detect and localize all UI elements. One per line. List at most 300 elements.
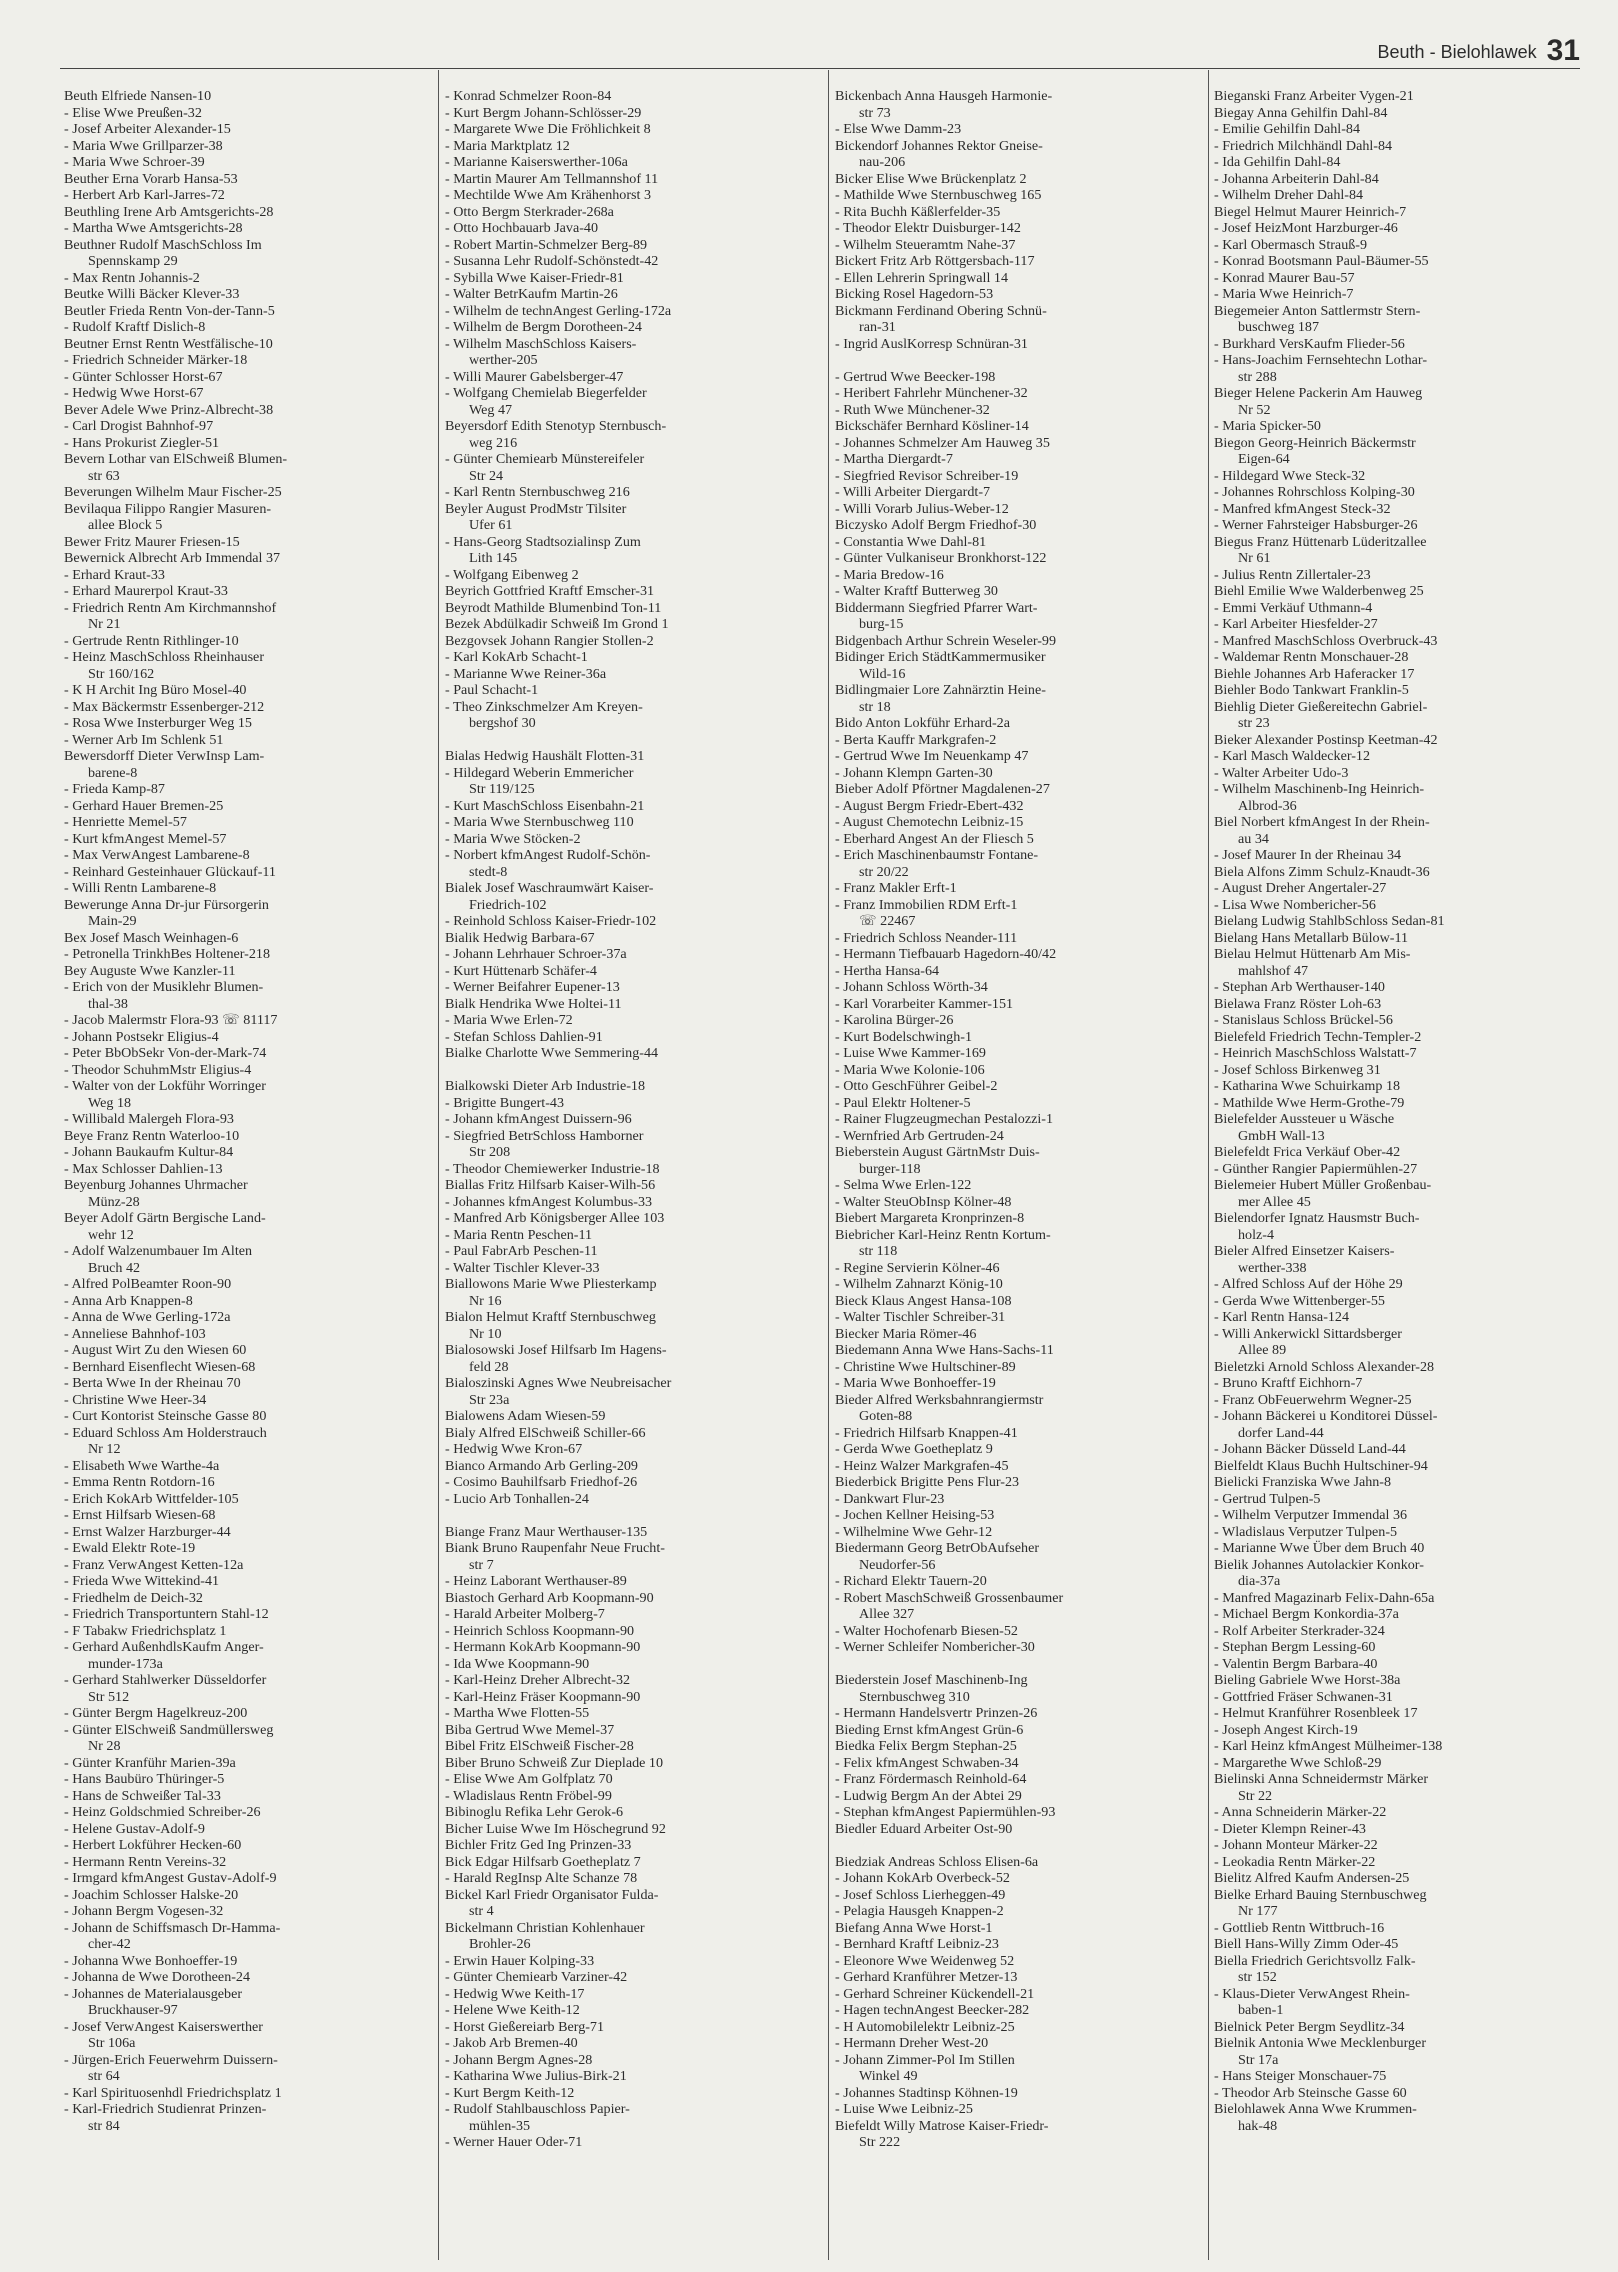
directory-entry: - Franz VerwAngest Ketten-12a: [64, 1556, 244, 1573]
directory-entry: - Franz ObFeuerwehrm Wegner-25: [1214, 1391, 1412, 1408]
directory-entry: Bielendorfer Ignatz Hausmstr Buch-: [1214, 1210, 1420, 1226]
directory-entry: - Pelagia Hausgeh Knappen-2: [835, 1903, 1004, 1919]
directory-entry: - Maria Wwe Heinrich-7: [1214, 286, 1354, 302]
directory-entry: Beverungen Wilhelm Maur Fischer-25: [64, 484, 282, 500]
directory-entry: Biedemann Anna Wwe Hans-Sachs-11: [835, 1342, 1054, 1358]
directory-entry: Bibel Fritz ElSchweiß Fischer-28: [445, 1738, 634, 1754]
directory-entry: Winkel 49: [859, 2068, 918, 2084]
directory-entry: - Ernst Hilfsarb Wiesen-68: [64, 1507, 216, 1523]
directory-entry: Bianco Armando Arb Gerling-209: [445, 1457, 638, 1474]
directory-entry: Biela Alfons Zimm Schulz-Knaudt-36: [1214, 863, 1430, 880]
directory-entry: - Maria Wwe Schroer-39: [64, 154, 205, 170]
directory-entry: Bialik Hedwig Barbara-67: [445, 929, 595, 946]
directory-entry: str 18: [859, 698, 891, 715]
directory-entry: - Luise Wwe Kammer-169: [835, 1045, 986, 1061]
directory-entry: - Else Wwe Damm-23: [835, 121, 962, 137]
directory-entry: Bicking Rosel Hagedorn-53: [835, 286, 994, 302]
directory-entry: - Wilhelm Verputzer Immendal 36: [1214, 1507, 1408, 1523]
directory-entry: - Hans Baubüro Thüringer-5: [64, 1771, 225, 1787]
directory-entry: ran-31: [859, 319, 896, 335]
directory-entry: - Johannes Schmelzer Am Hauweg 35: [835, 434, 1050, 451]
directory-entry: - Günter Bergm Hagelkreuz-200: [64, 1705, 248, 1721]
directory-entry: - Maria Rentn Peschen-11: [445, 1226, 593, 1243]
directory-entry: - Johannes kfmAngest Kolumbus-33: [445, 1193, 653, 1210]
directory-entry: - Kurt Hüttenarb Schäfer-4: [445, 962, 597, 979]
directory-entry: - Wilhelm Maschinenb-Ing Heinrich-: [1214, 781, 1425, 797]
directory-entry: Beuther Erna Vorarb Hansa-53: [64, 170, 238, 187]
directory-entry: - F Tabakw Friedrichsplatz 1: [64, 1622, 227, 1639]
directory-entry: - Ludwig Bergm An der Abtei 29: [835, 1787, 1022, 1804]
directory-entry: - Wladislaus Rentn Fröbel-99: [445, 1787, 612, 1804]
directory-entry: - Willibald Malergeh Flora-93: [64, 1111, 234, 1127]
directory-entry: - Friedrich Hilfsarb Knappen-41: [835, 1424, 1018, 1441]
directory-entry: - Johann Bäckerei u Konditorei Düssel-: [1214, 1408, 1438, 1424]
directory-entry: Bieber Adolf Pförtner Magdalenen-27: [835, 781, 1050, 797]
directory-entry: mahlshof 47: [1238, 962, 1309, 979]
directory-column-4: [1214, 88, 1579, 2258]
directory-entry: Sternbuschweg 310: [859, 1688, 970, 1705]
directory-entry: Bielefelder Aussteuer u Wäsche: [1214, 1111, 1395, 1127]
directory-entry: - Wilhelmine Wwe Gehr-12: [835, 1523, 993, 1540]
directory-entry: Biehle Johannes Arb Haferacker 17: [1214, 665, 1415, 682]
directory-entry: - Johannes Rohrschloss Kolping-30: [1214, 484, 1415, 500]
directory-entry: - Maria Wwe Erlen-72: [445, 1012, 573, 1028]
directory-entry: Bieletzki Arnold Schloss Alexander-28: [1214, 1358, 1435, 1375]
directory-entry: - Johann Bäcker Düsseld Land-44: [1214, 1441, 1406, 1457]
directory-entry: - Helene Gustav-Adolf-9: [64, 1820, 205, 1837]
directory-entry: - H Automobilelektr Leibniz-25: [835, 2018, 1015, 2035]
directory-entry: Bickendorf Johannes Rektor Gneise-: [835, 137, 1043, 154]
directory-entry: Str 22: [1238, 1787, 1273, 1804]
directory-entry: Beyrich Gottfried Kraftf Emscher-31: [445, 583, 655, 599]
directory-entry: Biegemeier Anton Sattlermstr Stern-: [1214, 302, 1421, 319]
directory-entry: - Werner Beifahrer Eupener-13: [445, 979, 620, 995]
directory-entry: - Walter Tischler Klever-33: [445, 1259, 600, 1276]
directory-entry: - Maria Wwe Grillparzer-38: [64, 137, 223, 154]
directory-entry: Str 24: [469, 467, 504, 484]
directory-entry: - Peter BbObSekr Von-der-Mark-74: [64, 1045, 267, 1061]
directory-entry: - Norbert kfmAngest Rudolf-Schön-: [445, 847, 651, 863]
directory-entry: buschweg 187: [1238, 319, 1320, 335]
directory-entry: - Helmut Kranführer Rosenbleek 17: [1214, 1705, 1418, 1721]
directory-entry: - Susanna Lehr Rudolf-Schönstedt-42: [445, 253, 659, 269]
directory-entry: - Rainer Flugzeugmechan Pestalozzi-1: [835, 1111, 1053, 1127]
directory-entry: - Josef HeizMont Harzburger-46: [1214, 220, 1398, 236]
directory-entry: - Günter Chemiearb Münstereifeler: [445, 451, 645, 467]
directory-entry: Bey Auguste Wwe Kanzler-11: [64, 962, 236, 979]
directory-entry: - Jochen Kellner Heising-53: [835, 1507, 995, 1523]
directory-entry: Bielke Erhard Bauing Sternbuschweg: [1214, 1886, 1427, 1903]
directory-entry: - Karl Arbeiter Hiesfelder-27: [1214, 616, 1378, 632]
directory-entry: - Frieda Wwe Wittekind-41: [64, 1573, 220, 1589]
directory-entry: - Karl Rentn Hansa-124: [1214, 1309, 1350, 1325]
directory-entry: burger-118: [859, 1160, 921, 1177]
directory-entry: - Cosimo Bauhilfsarb Friedhof-26: [445, 1474, 638, 1490]
directory-entry: - Josef VerwAngest Kaiserswerther: [64, 2018, 263, 2035]
directory-entry: Beyler August ProdMstr Tilsiter: [445, 500, 627, 517]
directory-entry: - Günther Rangier Papiermühlen-27: [1214, 1160, 1418, 1177]
directory-entry: ☏ 22467: [859, 913, 916, 929]
directory-entry: - Jakob Arb Bremen-40: [445, 2035, 578, 2051]
directory-entry: - Konrad Maurer Bau-57: [1214, 269, 1355, 286]
directory-entry: - Constantia Wwe Dahl-81: [835, 533, 987, 550]
directory-entry: - Stefan Schloss Dahlien-91: [445, 1028, 603, 1045]
directory-entry: - Hermann Rentn Vereins-32: [64, 1853, 227, 1870]
page-header: [1340, 30, 1580, 66]
directory-entry: Biegon Georg-Heinrich Bäckermstr: [1214, 434, 1416, 451]
directory-entry: - Johannes de Materialausgeber: [64, 1985, 243, 2002]
directory-entry: - Maria Wwe Stöcken-2: [445, 830, 581, 847]
directory-entry: - Willi Rentn Lambarene-8: [64, 880, 217, 896]
directory-entry: - Richard Elektr Tauern-20: [835, 1573, 987, 1589]
directory-entry: - Johann Baukaufm Kultur-84: [64, 1144, 234, 1160]
directory-entry: - Rudolf Stahlbauschloss Papier-: [445, 2101, 630, 2117]
directory-entry: Biastoch Gerhard Arb Koopmann-90: [445, 1589, 654, 1606]
directory-entry: - Rita Buchh Käßlerfelder-35: [835, 203, 1001, 220]
directory-entry: Bewernick Albrecht Arb Immendal 37: [64, 550, 281, 566]
directory-entry: str 64: [88, 2068, 120, 2084]
directory-entry: Biddermann Siegfried Pfarrer Wart-: [835, 599, 1038, 616]
directory-entry: - Frieda Kamp-87: [64, 781, 165, 797]
directory-entry: - Henriette Memel-57: [64, 814, 187, 830]
directory-entry: - Johann Postsekr Eligius-4: [64, 1028, 219, 1045]
directory-entry: - Karl-Friedrich Studienrat Prinzen-: [64, 2101, 267, 2117]
directory-entry: - Ingrid AuslKorresp Schnüran-31: [835, 335, 1028, 352]
directory-entry: Biedziak Andreas Schloss Elisen-6a: [835, 1853, 1039, 1870]
directory-entry: str 63: [88, 467, 120, 484]
directory-entry: - Wolfgang Eibenweg 2: [445, 566, 579, 583]
directory-entry: - Alfred PolBeamter Roon-90: [64, 1276, 232, 1292]
directory-entry: - Friedrich Transportuntern Stahl-12: [64, 1606, 269, 1622]
directory-entry: - Konrad Schmelzer Roon-84: [445, 88, 612, 104]
directory-column-2: [445, 88, 810, 2258]
directory-entry: Bielemeier Hubert Müller Großenbau-: [1214, 1177, 1432, 1193]
directory-entry: - Kurt Bergm Johann-Schlösser-29: [445, 104, 642, 121]
directory-entry: Bezek Abdülkadir Schweiß Im Grond 1: [445, 616, 669, 632]
directory-entry: - Siegfried BetrSchloss Hamborner: [445, 1127, 644, 1144]
directory-entry: - Ruth Wwe Münchener-32: [835, 401, 990, 418]
directory-entry: Bielefeld Friedrich Techn-Templer-2: [1214, 1028, 1422, 1045]
directory-entry: - Kurt kfmAngest Memel-57: [64, 830, 227, 847]
directory-entry: - Ida Wwe Koopmann-90: [445, 1655, 590, 1672]
directory-entry: - Gerhard Kranführer Metzer-13: [835, 1969, 1018, 1985]
directory-entry: - Hermann Handelsvertr Prinzen-26: [835, 1705, 1038, 1721]
directory-entry: Bichler Fritz Ged Ing Prinzen-33: [445, 1837, 632, 1853]
directory-entry: - Jacob Malermstr Flora-93 ☏ 81117: [64, 1012, 278, 1028]
directory-entry: - Luise Wwe Leibniz-25: [835, 2101, 973, 2117]
directory-entry: Biebert Margareta Kronprinzen-8: [835, 1210, 1025, 1226]
directory-entry: - Gottfried Fräser Schwanen-31: [1214, 1688, 1393, 1705]
directory-entry: Biegel Helmut Maurer Heinrich-7: [1214, 203, 1407, 220]
directory-entry: - Wladislaus Verputzer Tulpen-5: [1214, 1523, 1398, 1540]
directory-entry: - Carl Drogist Bahnhof-97: [64, 418, 214, 434]
directory-entry: - Willi Ankerwickl Sittardsberger: [1214, 1325, 1402, 1342]
directory-entry: Biehlig Dieter Gießereitechn Gabriel-: [1214, 698, 1428, 715]
directory-entry: Bickmann Ferdinand Obering Schnü-: [835, 302, 1047, 319]
directory-entry: - Gertrud Wwe Beecker-198: [835, 368, 996, 385]
directory-entry: feld 28: [469, 1358, 509, 1375]
directory-entry: - Maria Spicker-50: [1214, 418, 1321, 434]
directory-entry: Nr 12: [88, 1441, 121, 1457]
directory-entry: Allee 89: [1238, 1342, 1287, 1358]
directory-entry: - Horst Gießereiarb Berg-71: [445, 2018, 605, 2035]
directory-entry: - Anna Schneiderin Märker-22: [1214, 1804, 1387, 1820]
directory-entry: Nr 52: [1238, 401, 1271, 418]
directory-entry: Bibinoglu Refika Lehr Gerok-6: [445, 1804, 624, 1820]
directory-entry: Bickenbach Anna Hausgeh Harmonie-: [835, 88, 1053, 104]
directory-entry: - Walter SteuObInsp Kölner-48: [835, 1193, 1012, 1210]
directory-entry: - Martin Maurer Am Tellmannshof 11: [445, 170, 659, 187]
directory-entry: - Leokadia Rentn Märker-22: [1214, 1853, 1376, 1870]
directory-columns: [64, 88, 1576, 2258]
directory-entry: - Johanna Arbeiterin Dahl-84: [1214, 170, 1379, 187]
directory-entry: - Mathilde Wwe Herm-Grothe-79: [1214, 1094, 1405, 1111]
directory-entry: - Stephan kfmAngest Papiermühlen-93: [835, 1804, 1056, 1820]
directory-entry: - Friedrich Schloss Neander-111: [835, 929, 1018, 946]
directory-entry: Bidinger Erich StädtKammermusiker: [835, 649, 1046, 665]
directory-entry: - Werner Fahrsteiger Habsburger-26: [1214, 517, 1418, 533]
directory-entry: - Gerhard Hauer Bremen-25: [64, 797, 224, 814]
directory-entry: - Lucio Arb Tonhallen-24: [445, 1490, 589, 1507]
directory-entry: - Emma Rentn Rotdorn-16: [64, 1474, 215, 1490]
directory-entry: Bielawa Franz Röster Loh-63: [1214, 995, 1382, 1012]
directory-entry: Biegus Franz Hüttenarb Lüderitzallee: [1214, 533, 1427, 550]
directory-entry: - Josef Arbeiter Alexander-15: [64, 121, 231, 137]
directory-entry: - Berta Wwe In der Rheinau 70: [64, 1375, 241, 1391]
directory-entry: - Hertha Hansa-64: [835, 962, 940, 979]
directory-entry: barene-8: [88, 764, 138, 781]
directory-entry: - Günter Chemiearb Varziner-42: [445, 1969, 628, 1985]
directory-entry: - Hans de Schweißer Tal-33: [64, 1787, 221, 1804]
directory-entry: Biel Norbert kfmAngest In der Rhein-: [1214, 814, 1430, 830]
directory-entry: munder-173a: [88, 1655, 163, 1672]
directory-entry: - Emmi Verkäuf Uthmann-4: [1214, 599, 1373, 616]
directory-entry: - Johannes Stadtinsp Köhnen-19: [835, 2084, 1018, 2101]
directory-entry: Wild-16: [859, 665, 906, 682]
directory-entry: - Anna de Wwe Gerling-172a: [64, 1309, 231, 1325]
directory-entry: - Paul Schacht-1: [445, 682, 539, 698]
directory-entry: Str 512: [88, 1688, 130, 1705]
directory-entry: str 118: [859, 1243, 898, 1259]
directory-entry: - August Dreher Angertaler-27: [1214, 880, 1387, 896]
directory-entry: - Johann Monteur Märker-22: [1214, 1837, 1378, 1853]
directory-entry: - K H Archit Ing Büro Mosel-40: [64, 682, 247, 698]
header-rule: [60, 68, 1580, 69]
directory-entry: - Gerda Wwe Goetheplatz 9: [835, 1441, 993, 1457]
directory-entry: - Karl Heinz kfmAngest Mülheimer-138: [1214, 1738, 1443, 1754]
directory-entry: - Gottlieb Rentn Wittbruch-16: [1214, 1919, 1385, 1936]
directory-entry: - Ida Gehilfin Dahl-84: [1214, 154, 1341, 170]
directory-entry: - Heinz MaschSchloss Rheinhauser: [64, 649, 265, 665]
directory-entry: - Eduard Schloss Am Holderstrauch: [64, 1424, 267, 1441]
directory-entry: Bialek Josef Waschraumwärt Kaiser-: [445, 880, 654, 896]
directory-entry: - Julius Rentn Zillertaler-23: [1214, 566, 1371, 583]
directory-entry: - Elise Wwe Am Golfplatz 70: [445, 1771, 613, 1787]
directory-entry: Bever Adele Wwe Prinz-Albrecht-38: [64, 401, 274, 418]
directory-entry: - Karl Vorarbeiter Kammer-151: [835, 995, 1014, 1012]
directory-entry: au 34: [1238, 830, 1269, 847]
directory-entry: - Willi Arbeiter Diergardt-7: [835, 484, 991, 500]
directory-entry: Nr 177: [1238, 1903, 1278, 1919]
directory-entry: - Stanislaus Schloss Brückel-56: [1214, 1012, 1393, 1028]
directory-entry: [445, 732, 810, 749]
directory-entry: Bieding Ernst kfmAngest Grün-6: [835, 1721, 1024, 1738]
directory-entry: str 152: [1238, 1969, 1277, 1985]
directory-entry: Münz-28: [88, 1193, 140, 1210]
directory-entry: Bialosowski Josef Hilfsarb Im Hagens-: [445, 1342, 667, 1358]
directory-entry: burg-15: [859, 616, 904, 632]
directory-entry: Bieger Helene Packerin Am Hauweg: [1214, 385, 1423, 401]
directory-entry: - Bruno Kraftf Eichhorn-7: [1214, 1375, 1363, 1391]
directory-entry: Biber Bruno Schweiß Zur Dieplade 10: [445, 1754, 664, 1771]
directory-entry: - Theodor Elektr Duisburger-142: [835, 220, 1021, 236]
directory-entry: [445, 1062, 810, 1079]
directory-entry: - Walter Tischler Schreiber-31: [835, 1309, 1006, 1325]
directory-entry: Biederbick Brigitte Pens Flur-23: [835, 1474, 1020, 1490]
directory-entry: Biefang Anna Wwe Horst-1: [835, 1919, 993, 1936]
directory-entry: Biallowons Marie Wwe Pliesterkamp: [445, 1276, 657, 1292]
directory-entry: - Rudolf Kraftf Dislich-8: [64, 319, 206, 335]
directory-entry: Bialas Hedwig Haushält Flotten-31: [445, 748, 645, 764]
directory-entry: - Franz Fördermasch Reinhold-64: [835, 1771, 1027, 1787]
directory-entry: - Wernfried Arb Gertruden-24: [835, 1127, 1004, 1144]
directory-entry: bergshof 30: [469, 715, 536, 731]
directory-entry: - Marianne Kaiserswerther-106a: [445, 154, 628, 170]
directory-entry: - Willi Vorarb Julius-Weber-12: [835, 500, 1009, 517]
directory-entry: - Anna Arb Knappen-8: [64, 1292, 193, 1309]
directory-entry: - Hagen technAngest Beecker-282: [835, 2002, 1030, 2018]
directory-entry: - Maria Wwe Kolonie-106: [835, 1061, 985, 1078]
directory-entry: wehr 12: [88, 1226, 134, 1243]
directory-entry: - Gertrud Tulpen-5: [1214, 1490, 1321, 1507]
directory-entry: Friedrich-102: [469, 896, 547, 913]
directory-entry: Beutke Willi Bäcker Klever-33: [64, 286, 240, 302]
directory-entry: - Wilhelm MaschSchloss Kaisers-: [445, 335, 637, 352]
directory-entry: - Hedwig Wwe Kron-67: [445, 1441, 583, 1457]
directory-entry: Biebricher Karl-Heinz Rentn Kortum-: [835, 1226, 1051, 1243]
directory-entry: - Franz Makler Erft-1: [835, 880, 957, 896]
directory-entry: [445, 1507, 810, 1524]
directory-entry: Eigen-64: [1238, 451, 1290, 467]
directory-entry: Beutler Frieda Rentn Von-der-Tann-5: [64, 302, 275, 319]
directory-entry: - Karl Spirituosenhdl Friedrichsplatz 1: [64, 2084, 282, 2101]
directory-entry: - Helene Wwe Keith-12: [445, 2002, 580, 2018]
directory-entry: [835, 1837, 1200, 1854]
directory-entry: Biecker Maria Römer-46: [835, 1325, 977, 1342]
directory-entry: - Curt Kontorist Steinsche Gasse 80: [64, 1408, 267, 1424]
directory-entry: - Karl Obermasch Strauß-9: [1214, 236, 1368, 253]
directory-entry: - Ernst Walzer Harzburger-44: [64, 1523, 231, 1540]
directory-entry: - Berta Kauffr Markgrafen-2: [835, 731, 997, 748]
directory-entry: Nr 10: [469, 1325, 502, 1342]
directory-entry: - Hermann Dreher West-20: [835, 2035, 989, 2051]
directory-entry: - Manfred Arb Königsberger Allee 103: [445, 1210, 665, 1226]
directory-entry: Neudorfer-56: [859, 1556, 936, 1573]
directory-entry: Nr 28: [88, 1738, 121, 1754]
directory-entry: Main-29: [88, 913, 137, 929]
directory-entry: - Wilhelm Steueramtm Nahe-37: [835, 236, 1016, 253]
directory-entry: [835, 1656, 1200, 1673]
directory-entry: Bieck Klaus Angest Hansa-108: [835, 1292, 1012, 1309]
directory-entry: Bickelmann Christian Kohlenhauer: [445, 1919, 645, 1936]
directory-entry: Bieler Alfred Einsetzer Kaisers-: [1214, 1243, 1395, 1259]
directory-entry: - Jürgen-Erich Feuerwehrm Duissern-: [64, 2051, 278, 2068]
directory-entry: str 20/22: [859, 863, 909, 880]
directory-entry: Bielang Ludwig StahlbSchloss Sedan-81: [1214, 913, 1445, 929]
directory-entry: - Rolf Arbeiter Sterkrader-324: [1214, 1622, 1385, 1639]
directory-entry: - Adolf Walzenumbauer Im Alten: [64, 1243, 253, 1259]
directory-entry: - Katharina Wwe Schuirkamp 18: [1214, 1078, 1401, 1094]
directory-entry: - Petronella TrinkhBes Holtener-218: [64, 946, 271, 962]
directory-entry: Beutner Ernst Rentn Westfälische-10: [64, 335, 273, 352]
directory-entry: Str 160/162: [88, 665, 155, 682]
directory-entry: - Gerhard AußenhdlsKaufm Anger-: [64, 1639, 264, 1655]
directory-entry: Biank Bruno Raupenfahr Neue Frucht-: [445, 1540, 665, 1556]
directory-entry: str 288: [1238, 368, 1277, 385]
directory-entry: Bick Edgar Hilfsarb Goetheplatz 7: [445, 1853, 641, 1870]
directory-entry: - Friedrich Rentn Am Kirchmannshof: [64, 599, 277, 616]
directory-entry: - Elise Wwe Preußen-32: [64, 104, 202, 121]
directory-entry: Bicher Luise Wwe Im Höschegrund 92: [445, 1820, 666, 1837]
directory-entry: - Werner Arb Im Schlenk 51: [64, 731, 224, 748]
directory-entry: GmbH Wall-13: [1238, 1127, 1325, 1144]
directory-entry: str 84: [88, 2117, 120, 2134]
directory-entry: - Johanna Wwe Bonhoeffer-19: [64, 1952, 238, 1969]
directory-entry: - Hildegard Wwe Steck-32: [1214, 467, 1366, 484]
directory-entry: - Wilhelm Dreher Dahl-84: [1214, 187, 1364, 203]
directory-entry: - Klaus-Dieter VerwAngest Rhein-: [1214, 1985, 1410, 2002]
directory-entry: - Harald Arbeiter Molberg-7: [445, 1606, 605, 1622]
directory-entry: Bieling Gabriele Wwe Horst-38a: [1214, 1672, 1401, 1688]
directory-entry: - Max Rentn Johannis-2: [64, 269, 200, 286]
directory-entry: holz-4: [1238, 1226, 1275, 1243]
directory-entry: - Maria Bredow-16: [835, 566, 944, 583]
directory-entry: - Wilhelm de technAngest Gerling-172a: [445, 302, 672, 319]
directory-entry: - Michael Bergm Konkordia-37a: [1214, 1606, 1399, 1622]
directory-entry: Biczyskо Adolf Bergm Friedhof-30: [835, 517, 1037, 533]
directory-entry: - Hermann Tiefbauarb Hagedorn-40/42: [835, 946, 1057, 962]
directory-entry: hak-48: [1238, 2117, 1278, 2134]
directory-entry: - Stephan Bergm Lessing-60: [1214, 1639, 1376, 1655]
directory-entry: - August Bergm Friedr-Ebert-432: [835, 797, 1024, 814]
directory-entry: - Anneliese Bahnhof-103: [64, 1325, 206, 1342]
directory-entry: - Josef Schloss Birkenweg 31: [1214, 1061, 1381, 1078]
directory-entry: - Konrad Bootsmann Paul-Bäumer-55: [1214, 253, 1429, 269]
directory-entry: Biella Friedrich Gerichtsvollz Falk-: [1214, 1952, 1416, 1969]
directory-entry: - Dankwart Flur-23: [835, 1490, 945, 1507]
directory-entry: - Johann kfmAngest Duissern-96: [445, 1111, 632, 1127]
directory-entry: Bezgovsek Johann Rangier Stollen-2: [445, 632, 654, 649]
directory-entry: werther-338: [1238, 1259, 1307, 1276]
directory-entry: Bevern Lothar van ElSchweiß Blumen-: [64, 451, 288, 467]
directory-entry: - Friedrich Schneider Märker-18: [64, 352, 248, 368]
directory-entry: - Katharina Wwe Julius-Birk-21: [445, 2068, 627, 2084]
directory-entry: Bielohlawek Anna Wwe Krummen-: [1214, 2101, 1417, 2117]
directory-entry: - Erich von der Musiklehr Blumen-: [64, 979, 264, 995]
directory-entry: - Johann Bergm Vogesen-32: [64, 1903, 224, 1919]
directory-entry: - Gerda Wwe Wittenberger-55: [1214, 1292, 1385, 1309]
directory-entry: - Sybilla Wwe Kaiser-Friedr-81: [445, 269, 624, 286]
directory-entry: Bielnick Peter Bergm Seydlitz-34: [1214, 2018, 1405, 2035]
directory-entry: baben-1: [1238, 2002, 1284, 2018]
directory-entry: - Herbert Lokführer Hecken-60: [64, 1837, 242, 1853]
directory-entry: - Josef Schloss Lierheggen-49: [835, 1886, 1006, 1903]
directory-entry: - Paul Elektr Holtener-5: [835, 1094, 971, 1111]
directory-entry: Biange Franz Maur Werthauser-135: [445, 1523, 648, 1540]
directory-entry: - Günter Vulkaniseur Bronkhorst-122: [835, 550, 1047, 566]
directory-entry: cher-42: [88, 1936, 131, 1952]
directory-entry: Bruch 42: [88, 1259, 141, 1276]
